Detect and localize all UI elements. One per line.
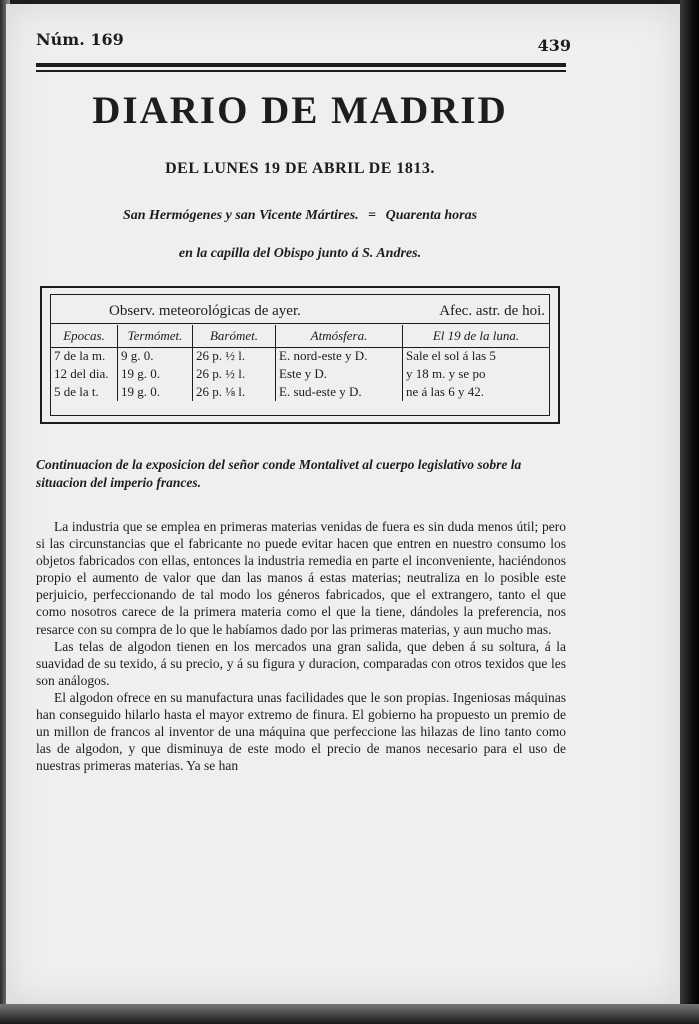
issue-number: Núm. 169	[36, 30, 124, 49]
weather-divider	[51, 323, 549, 324]
saints-separator: =	[368, 208, 377, 223]
cell-luna: y 18 m. y se po	[403, 365, 550, 383]
cell-epoca: 7 de la m.	[54, 348, 106, 363]
cell-atmosfera: E. nord-este y D.	[276, 347, 403, 365]
cell-atmosfera: E. sud-este y D.	[276, 383, 403, 401]
weather-table	[51, 325, 549, 401]
col-atmosfera: Atmósfera.	[276, 325, 403, 347]
header-rule-thick	[36, 63, 566, 67]
newspaper-page	[6, 4, 680, 1004]
article-title: Continuacion de la exposicion del señor conde Montalivet al cuerpo legislativo sobre la situacion del imperio frances.	[36, 457, 522, 490]
col-epocas: Epocas.	[63, 328, 105, 343]
cell-barometro: 26 p. ⅛ l.	[193, 383, 276, 401]
cell-barometro: 26 p. ½ l.	[193, 365, 276, 383]
dateline: DEL LUNES 19 DE ABRIL DE 1813.	[165, 160, 435, 177]
page-edge-shadow	[680, 0, 699, 1024]
cell-atmosfera: Este y D.	[276, 365, 403, 383]
cell-epoca: 12 del dia.	[54, 366, 109, 381]
page-number: 439	[537, 36, 571, 55]
cell-termometro: 9 g. 0.	[118, 347, 193, 365]
masthead-title: DIARIO DE MADRID	[92, 89, 508, 132]
weather-box-inner	[50, 294, 550, 416]
weather-box	[40, 286, 560, 424]
weather-row	[51, 383, 549, 401]
cell-termometro: 19 g. 0.	[118, 383, 193, 401]
astronomical-title: Afec. astr. de hoi.	[439, 303, 545, 319]
header-rule-thin	[36, 70, 566, 72]
col-luna: El 19 de la luna.	[403, 325, 550, 347]
article-paragraph: Las telas de algodon tienen en los mercados una gran salida, que deben á su soltura, á la suavidad de su texido, á su precio, y á su figura y duracion, comparadas con otros texidos que les son análogos.	[36, 638, 566, 688]
saints-text: San Hermógenes y san Vicente Mártires.	[122, 208, 359, 223]
col-barometro: Barómet.	[193, 325, 276, 347]
weather-header-row	[51, 325, 549, 347]
col-termometro: Termómet.	[118, 325, 193, 347]
article-paragraph: La industria que se emplea en primeras materias venidas de fuera es sin duda menos útil; pero si las circunstancias que el fabricante no puede evitar hacen que entren en nuestro consumo los objetos fabricados con ellas, entonces la industria remedia en parte el inconveniente, haciéndonos propio el aumento de valor que dan las manos á estas materias; neutraliza en lo posible este perjuicio, perfeccionando de tal modo los géneros fabricados, que el extrangero, tanto el que como nosotros carece de la primera materia como el que la tiene, dándoles la preferencia, nos resarce con su compra de lo que le habíamos dado por las primeras materias, y aun mucho mas.	[36, 519, 566, 637]
quarenta-horas-text: Quarenta horas	[385, 208, 478, 223]
cell-luna: Sale el sol á las 5	[403, 347, 550, 365]
article-body	[36, 518, 566, 774]
weather-row	[51, 347, 549, 365]
cell-epoca: 5 de la t.	[54, 384, 99, 399]
article-paragraph: El algodon ofrece en su manufactura unas facilidades que le son propias. Ingeniosas máquinas han conseguido hilarlo hasta el mayor extremo de finura. El gobierno ha propuesto un premio de un millon de francos al inventor de una máquina que perfeccione las hilazas de lino tanto como las de algodon, y que disminuya de este modo el precio de manos necesario para el uso de nuestras primeras materias. Ya se han	[36, 689, 566, 774]
cell-barometro: 26 p. ½ l.	[193, 347, 276, 365]
saints-line	[30, 208, 570, 224]
page-bottom-shadow	[0, 1004, 699, 1024]
weather-row	[51, 365, 549, 383]
weather-observations-title: Observ. meteorológicas de ayer.	[109, 303, 301, 319]
cell-termometro: 19 g. 0.	[118, 365, 193, 383]
chapel-line: en la capilla del Obispo junto á S. Andres.	[178, 246, 422, 261]
cell-luna: ne á las 6 y 42.	[403, 383, 550, 401]
